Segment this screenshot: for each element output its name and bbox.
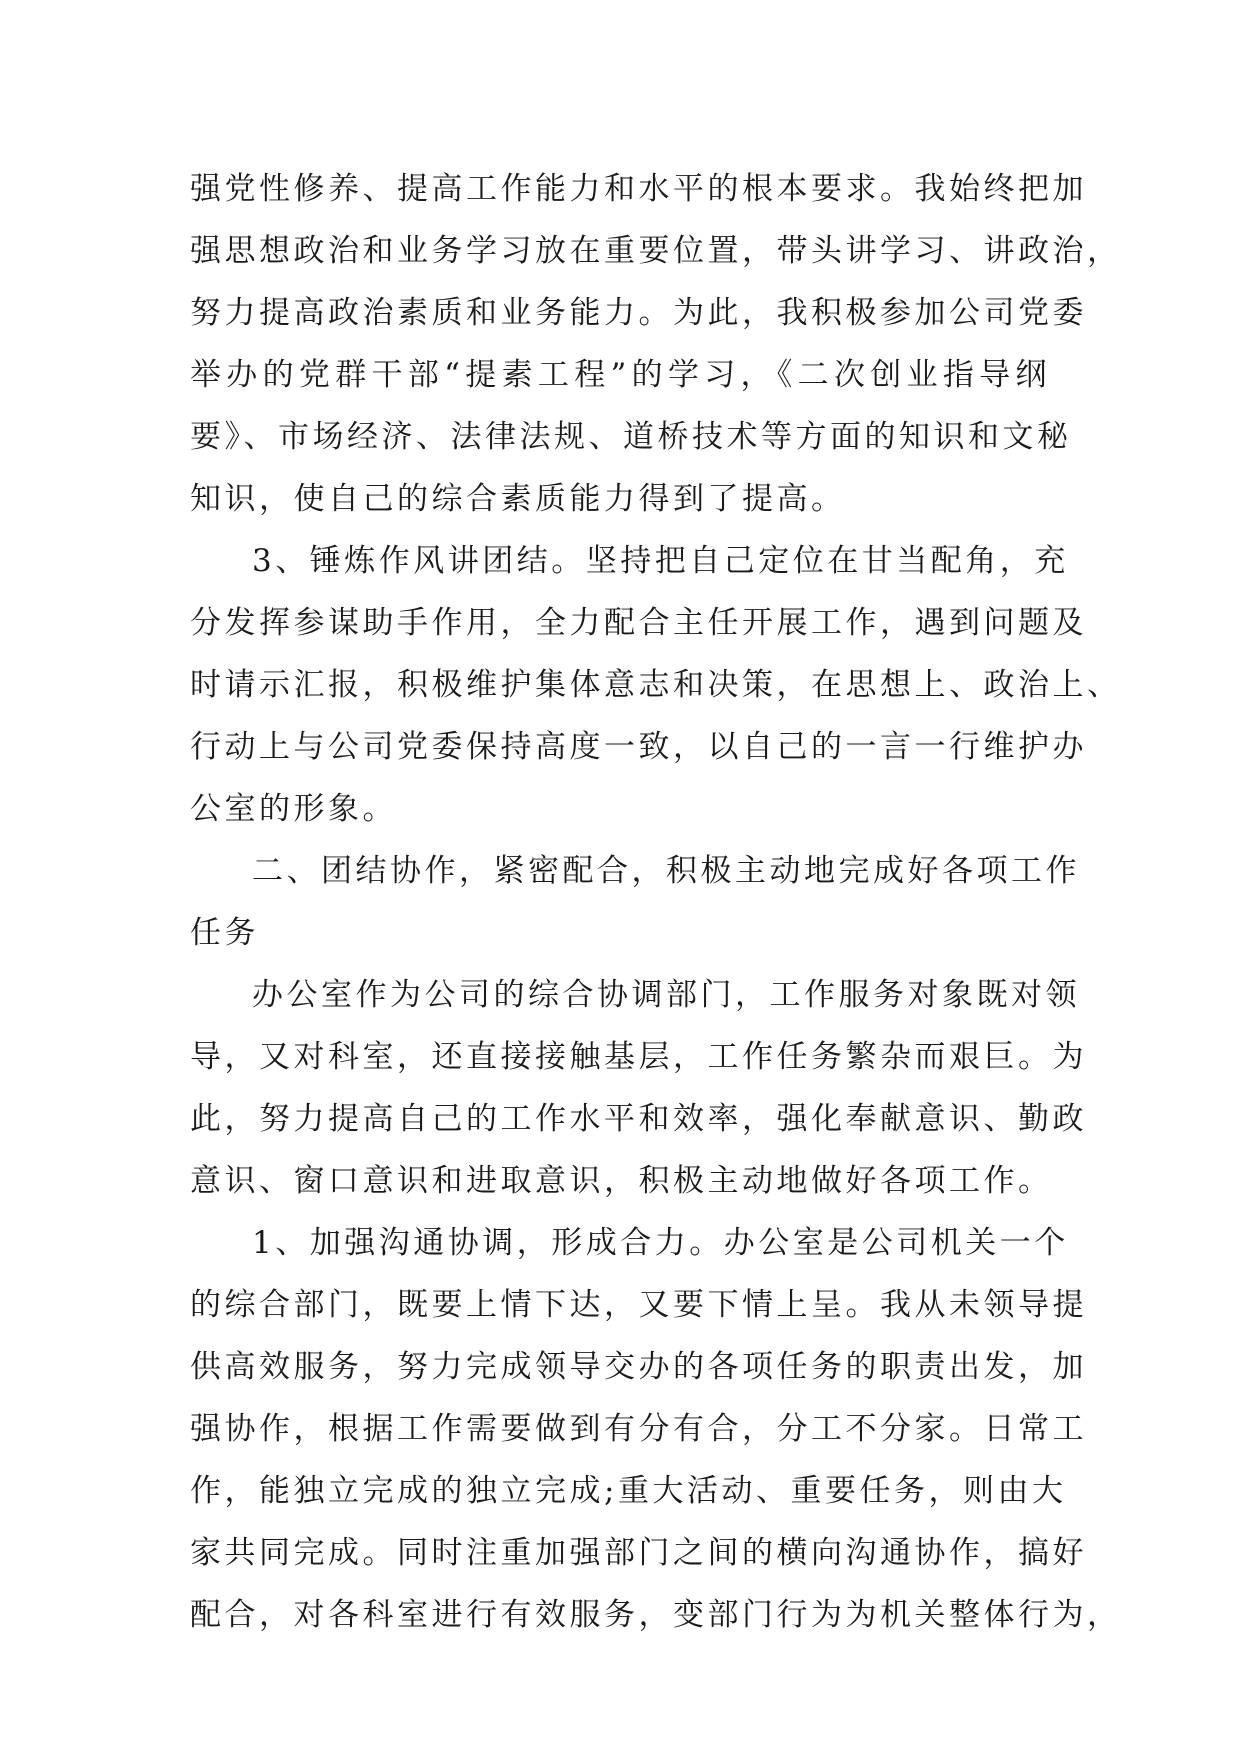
paragraph-line: 1、加强沟通协调，形成合力。办公室是公司机关一个 bbox=[252, 1225, 1069, 1261]
paragraph-line: 办公室作为公司的综合协调部门，工作服务对象既对领 bbox=[252, 977, 1080, 1013]
paragraph-line: 的综合部门，既要上情下达，又要下情上呈。我从未领导提 bbox=[190, 1287, 1087, 1323]
paragraph-line: 行动上与公司党委保持高度一致，以自己的一言一行维护办 bbox=[190, 729, 1087, 765]
paragraph-line: 配合，对各科室进行有效服务，变部门行为为机关整体行为， bbox=[190, 1597, 1122, 1633]
heading-line: 二、团结协作，紧密配合，积极主动地完成好各项工作 bbox=[252, 853, 1080, 889]
paragraph-line: 家共同完成。同时注重加强部门之间的横向沟通协作，搞好 bbox=[190, 1535, 1087, 1571]
paragraph-line: 强思想政治和业务学习放在重要位置，带头讲学习、讲政治， bbox=[190, 233, 1122, 269]
paragraph-line: 努力提高政治素质和业务能力。为此，我积极参加公司党委 bbox=[190, 295, 1087, 331]
paragraph-line: 强党性修养、提高工作能力和水平的根本要求。我始终把加 bbox=[190, 171, 1087, 207]
paragraph-2 bbox=[190, 530, 1122, 840]
paragraph-line: 举办的党群干部“提素工程”的学习，《二次创业指导纲 bbox=[190, 357, 1050, 393]
paragraph-line: 要》、市场经济、法律法规、道桥技术等方面的知识和文秘 bbox=[190, 419, 1072, 455]
paragraph-line: 分发挥参谋助手作用，全力配合主任开展工作，遇到问题及 bbox=[190, 605, 1087, 641]
paragraph-5 bbox=[190, 1212, 1122, 1646]
section-heading bbox=[190, 840, 1080, 964]
heading-line: 任务 bbox=[190, 915, 259, 951]
paragraph-line: 3、锤炼作风讲团结。坚持把自己定位在甘当配角，充 bbox=[252, 543, 1069, 579]
paragraph-line: 供高效服务，努力完成领导交办的各项任务的职责出发，加 bbox=[190, 1349, 1087, 1385]
paragraph-line: 此，努力提高自己的工作水平和效率，强化奉献意识、勤政 bbox=[190, 1101, 1087, 1137]
paragraph-line: 公室的形象。 bbox=[190, 791, 397, 827]
paragraph-line: 时请示汇报，积极维护集体意志和决策，在思想上、政治上、 bbox=[190, 667, 1122, 703]
paragraph-line: 意识、窗口意识和进取意识，积极主动地做好各项工作。 bbox=[190, 1163, 1053, 1199]
paragraph-4 bbox=[190, 964, 1087, 1212]
paragraph-line: 导，又对科室，还直接接触基层，工作任务繁杂而艰巨。为 bbox=[190, 1039, 1087, 1075]
paragraph-line: 作，能独立完成的独立完成;重大活动、重要任务，则由大 bbox=[190, 1473, 1067, 1509]
paragraph-1 bbox=[190, 158, 1122, 530]
paragraph-line: 知识，使自己的综合素质能力得到了提高。 bbox=[190, 481, 846, 517]
paragraph-line: 强协作，根据工作需要做到有分有合，分工不分家。日常工 bbox=[190, 1411, 1087, 1447]
document-body bbox=[190, 158, 1122, 1646]
